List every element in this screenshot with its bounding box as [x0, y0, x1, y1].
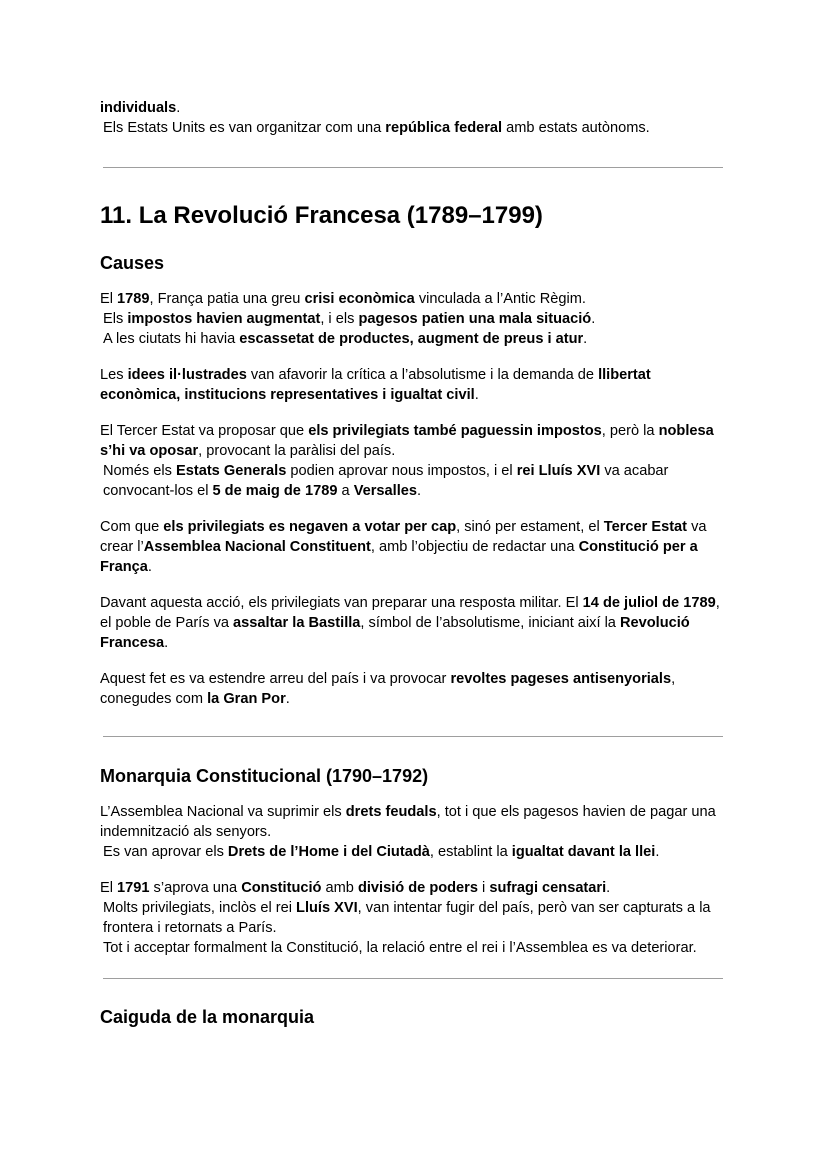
- paragraph-line: Els impostos havien augmentat, i els pagesos patien una mala situació.: [103, 311, 596, 327]
- bold-term: 1791: [117, 880, 150, 896]
- continuation-line-usa: Els Estats Units es van organitzar com una república federal amb estats autònoms.: [103, 120, 650, 136]
- bold-term: revoltes pageses antisenyorials: [450, 671, 672, 687]
- section-title: 11. La Revolució Francesa (1789–1799): [100, 202, 543, 229]
- paragraph-line: El 1789, França patia una greu crisi econòmica vinculada a l’Antic Règim.: [100, 291, 586, 307]
- bold-term: Tercer Estat: [603, 519, 688, 535]
- paragraph-line: A les ciutats hi havia escassetat de productes, augment de preus i atur.: [103, 331, 588, 347]
- bold-term: Estats Generals: [176, 463, 287, 479]
- caiguda-heading: Caiguda de la monarquia: [100, 1007, 315, 1027]
- bold-term: drets feudals: [345, 804, 437, 820]
- bold-term: noblesa s’hi va oposar: [100, 423, 714, 459]
- bold-term: república federal: [385, 120, 503, 136]
- bold-term: la Gran Por: [207, 691, 286, 707]
- causes-heading: Causes: [100, 253, 165, 273]
- bold-term: Assemblea Nacional Constituent: [143, 539, 371, 555]
- bold-term: els privilegiats també paguessin impostos: [308, 423, 602, 439]
- section-divider: [103, 167, 723, 168]
- bold-term: Versalles: [353, 483, 417, 499]
- bold-term: Drets de l’Home i del Ciutadà: [227, 844, 430, 860]
- paragraph-line: El Tercer Estat va proposar que els privilegiats també paguessin impostos, però la noblesa s’hi va oposar, provocant la paràlisi del país.: [100, 423, 714, 459]
- bold-term: assaltar la Bastilla: [233, 615, 361, 631]
- bold-term: divisió de poders: [357, 880, 478, 896]
- bold-term: 1789: [117, 291, 150, 307]
- paragraph-line: Tot i acceptar formalment la Constitució, la relació entre el rei i l’Assemblea es va deteriorar.: [103, 940, 697, 956]
- bold-term: els privilegiats es negaven a votar per cap: [163, 519, 457, 535]
- bold-term: individuals: [100, 100, 177, 116]
- bold-term: impostos havien augmentat: [127, 311, 321, 327]
- bold-term: llibertat econòmica, institucions representatives i igualtat civil: [100, 367, 651, 403]
- bold-term: idees il·lustrades: [127, 367, 247, 383]
- bold-term: Revolució Francesa: [100, 615, 690, 651]
- document-content: [100, 98, 728, 1029]
- paragraph-line: Es van aprovar els Drets de l’Home i del Ciutadà, establint la igualtat davant la llei.: [103, 844, 660, 860]
- paragraph-line: Només els Estats Generals podien aprovar nous impostos, i el rei Lluís XVI va acabar convocant-los el 5 de maig de 1789 a Versalles.: [103, 463, 669, 499]
- paragraph-line: Molts privilegiats, inclòs el rei Lluís XVI, van intentar fugir del país, però van ser capturats a la frontera i retornats a París.: [103, 900, 711, 936]
- bold-term: crisi econòmica: [304, 291, 415, 307]
- paragraph-line: L’Assemblea Nacional va suprimir els drets feudals, tot i que els pagesos havien de pagar una indemnització als senyors.: [100, 804, 716, 840]
- bold-term: 14 de juliol de 1789: [582, 595, 716, 611]
- paragraph-line: Com que els privilegiats es negaven a votar per cap, sinó per estament, el Tercer Estat va crear l’Assemblea Nacional Constituent, amb l’objectiu de redactar una Constitució per a França.: [100, 519, 707, 575]
- bold-term: Lluís XVI: [296, 900, 358, 916]
- section-divider: [103, 978, 723, 979]
- paragraph-line: Davant aquesta acció, els privilegiats van preparar una resposta militar. El 14 de juliol de 1789, el poble de París va assaltar la Bastilla, símbol de l’absolutisme, iniciant així la Revolució Francesa.: [100, 595, 720, 651]
- bold-term: Constitució: [241, 880, 322, 896]
- monarquia-body: [100, 802, 728, 958]
- bold-term: rei Lluís XVI: [516, 463, 601, 479]
- monarquia-heading: Monarquia Constitucional (1790–1792): [100, 766, 429, 786]
- bold-term: pagesos patien una mala situació: [358, 311, 592, 327]
- bold-term: 5 de maig de 1789: [212, 483, 338, 499]
- paragraph-line: Aquest fet es va estendre arreu del país i va provocar revoltes pageses antisenyorials, conegudes com la Gran Por.: [100, 671, 676, 707]
- bold-term: igualtat davant la llei: [511, 844, 656, 860]
- bold-term: escassetat de productes, augment de preus i atur: [239, 331, 584, 347]
- continuation-line: individuals.: [100, 100, 181, 116]
- causes-body: [100, 289, 728, 709]
- bold-term: Constitució per a França: [100, 539, 698, 575]
- paragraph-line: El 1791 s’aprova una Constitució amb divisió de poders i sufragi censatari.: [100, 880, 611, 896]
- section-divider: [103, 736, 723, 737]
- bold-term: sufragi censatari: [489, 880, 607, 896]
- paragraph-line: Les idees il·lustrades van afavorir la crítica a l’absolutisme i la demanda de llibertat econòmica, institucions representatives i igualtat civil.: [100, 367, 651, 403]
